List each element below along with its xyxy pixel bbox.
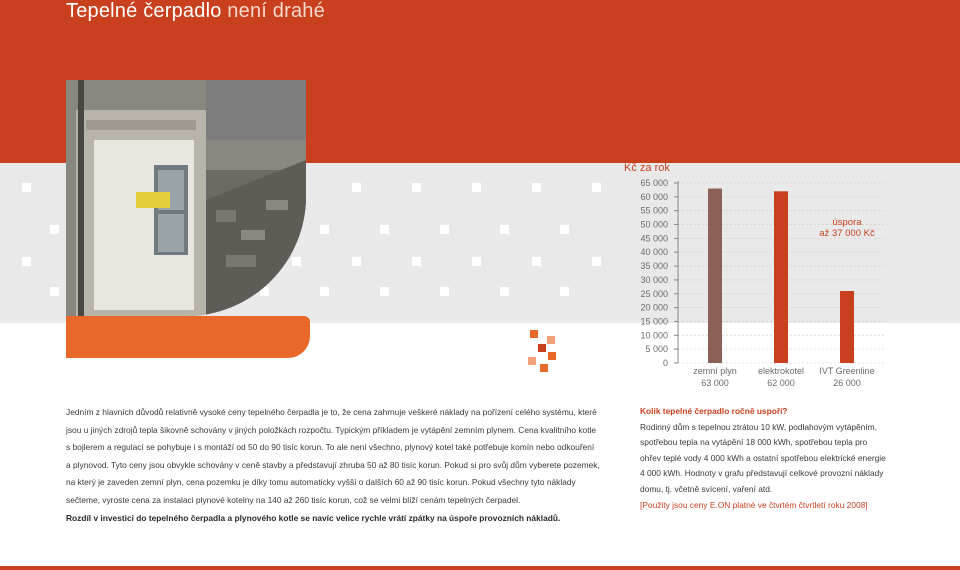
orange-accent-bar	[66, 316, 310, 358]
x-category-label: elektrokotel	[757, 366, 805, 376]
y-tick-label: 35 000	[640, 261, 668, 272]
y-tick-label: 10 000	[640, 330, 668, 341]
deco-square	[380, 287, 389, 296]
x-category-label: IVT Greenline	[819, 366, 875, 376]
deco-square	[472, 183, 481, 192]
deco-square	[530, 330, 538, 338]
deco-square	[352, 183, 361, 192]
y-tick-label: 55 000	[640, 205, 668, 216]
deco-square	[440, 225, 449, 234]
y-axis-label: Kč za rok	[624, 162, 670, 174]
deco-square	[412, 257, 421, 266]
page-title	[66, 0, 325, 23]
y-tick-label: 65 000	[640, 178, 668, 188]
bar-value-label: 62 000	[767, 378, 795, 388]
deco-square	[548, 352, 556, 360]
left-article	[66, 404, 600, 527]
article-conclusion: Rozdíl v investici do tepelného čerpadla a plynového kotle se navíc velice rychle vrátí zpátky na úspoře provozních nákladů.	[66, 512, 561, 523]
deco-square	[500, 225, 509, 234]
x-category-label: zemní plyn	[693, 366, 737, 376]
deco-square	[412, 183, 421, 192]
deco-square	[380, 225, 389, 234]
y-tick-label: 50 000	[640, 219, 668, 230]
cost-chart	[600, 150, 900, 395]
house-photo	[66, 80, 306, 316]
deco-square	[440, 287, 449, 296]
sidebar-note: [Použity jsou ceny E.ON platné ve čtvrtém čtvrtletí roku 2008]	[640, 499, 868, 510]
deco-square	[22, 183, 31, 192]
bar-2	[840, 291, 854, 363]
photo-illustration	[66, 80, 306, 316]
deco-square	[320, 225, 329, 234]
deco-square	[50, 225, 59, 234]
deco-square	[560, 287, 569, 296]
article-paragraph: Jedním z hlavních důvodů relativně vysoké ceny tepelného čerpadla je to, že cena zahrnuje veškeré náklady na pořízení celého systému, které jsou u jiných zdrojů tepla šikovně schovány v jiných položkách rozpočtu. Typickým příkladem je vytápění zemním plynem. Cena kvalitního kotle s bojlerem a regulací se pohybuje i s montáží od 50 do 90 tisíc korun. To ale není všechno, plynový kotel také potřebuje komín nebo odkouření a plynovod. Tyto ceny jsou obvykle schovány v ceně stavby a představují zhruba 50 až 80 tisíc korun. Pokud si pro svůj dům vyberete pozemek, na který je zaveden zemní plyn, cena pozemku je díky tomu automaticky vyšší o dalších 60 až 90 tisíc korun. Pokud všechny tyto náklady sečteme, vyroste cena za instalaci plynové kotelny na 140 až 260 tisíc korun, což se velmi blíží cenám tepelných čerpadel.	[66, 407, 600, 505]
y-tick-label: 25 000	[640, 288, 668, 299]
deco-square	[472, 257, 481, 266]
deco-square	[352, 257, 361, 266]
deco-square	[22, 257, 31, 266]
y-tick-label: 45 000	[640, 233, 668, 244]
savings-annotation-value: až 37 000 Kč	[819, 228, 875, 239]
savings-annotation-title: úspora	[832, 217, 862, 228]
y-tick-label: 5 000	[645, 344, 668, 355]
title-rest: není drahé	[221, 0, 325, 22]
deco-square	[538, 344, 546, 352]
deco-square	[528, 357, 536, 365]
deco-square	[547, 336, 555, 344]
deco-square	[532, 257, 541, 266]
deco-square	[560, 225, 569, 234]
bar-value-label: 63 000	[701, 378, 729, 388]
bar-value-label: 26 000	[833, 378, 861, 388]
bar-0	[708, 189, 722, 363]
title-main: Tepelné čerpadlo	[66, 0, 222, 22]
y-tick-label: 30 000	[640, 274, 668, 285]
y-tick-label: 15 000	[640, 316, 668, 327]
deco-square	[50, 287, 59, 296]
y-tick-label: 60 000	[640, 191, 668, 202]
bar-1	[774, 191, 788, 363]
sidebar-heading: Kolik tepelné čerpadlo ročně uspoří?	[640, 406, 788, 416]
sidebar-body: Rodinný dům s tepelnou ztrátou 10 kW, podlahovým vytápěním, spotřebou tepla na vytápění 18 000 kWh, spotřebou tepla pro ohřev teplé vody 4 000 kWh a ostatní spotřebou elektrické energie 4 000 kWh. Hodnoty v grafu představují celkové provozní náklady domu, tj. včetně svícení, vaření atd.	[640, 421, 886, 494]
deco-square	[320, 287, 329, 296]
deco-square	[540, 364, 548, 372]
right-sidebar	[640, 404, 890, 513]
deco-square	[500, 287, 509, 296]
deco-square	[532, 183, 541, 192]
y-tick-label: 0	[662, 358, 668, 368]
y-tick-label: 40 000	[640, 247, 668, 258]
y-tick-label: 20 000	[640, 302, 668, 313]
footer-line	[0, 566, 960, 570]
